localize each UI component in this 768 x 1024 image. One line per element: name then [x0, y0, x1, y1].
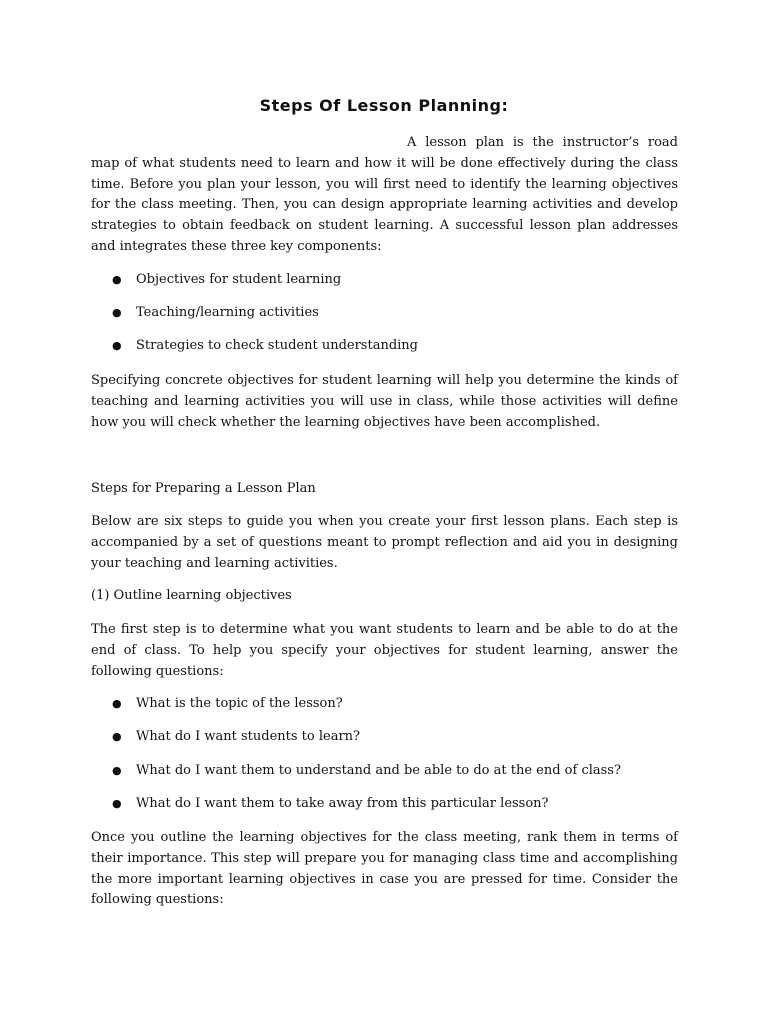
- bullet-icon: ●: [112, 797, 122, 810]
- specifying-paragraph: Specifying concrete objectives for student learning will help you determine the kinds of teaching and learning activities you will use in class, while those activities will define how you will check whether the learning objectives have been accomplished.: [91, 373, 678, 430]
- list-item-text: Teaching/learning activities: [136, 305, 319, 320]
- first-step-paragraph: The first step is to determine what you want students to learn and be able to do at the end of class. To help you specify your objectives for student learning, answer the following questions:: [91, 622, 678, 679]
- bullet-icon: ●: [112, 339, 122, 352]
- list-item-text: What is the topic of the lesson?: [136, 696, 343, 711]
- once-paragraph: Once you outline the learning objectives for the class meeting, rank them in terms of their importance. This step will prepare you for managing class time and accomplishing the more important learning objectives in case you are pressed for time. Consider the following questions:: [91, 830, 678, 908]
- bullet-icon: ●: [112, 273, 122, 286]
- bullet-icon: ●: [112, 764, 122, 777]
- list-item: [112, 337, 418, 355]
- list-item: [112, 271, 341, 289]
- list-item: [112, 304, 319, 322]
- bullet-icon: ●: [112, 730, 122, 743]
- step-heading: (1) Outline learning objectives: [91, 588, 292, 603]
- below-paragraph: Below are six steps to guide you when you create your first lesson plans. Each step is accompanied by a set of questions meant to prompt reflection and aid you in designing your teaching and learning activities.: [91, 514, 678, 571]
- list-item-text: Objectives for student learning: [136, 272, 342, 287]
- list-item: [112, 728, 360, 746]
- page-title: Steps Of Lesson Planning:: [259, 96, 509, 115]
- list-item: [112, 695, 343, 713]
- list-item-text: What do I want students to learn?: [136, 729, 361, 744]
- list-item-text: Strategies to check student understanding: [136, 338, 418, 353]
- list-item-text: What do I want them to understand and be able to do at the end of class?: [136, 763, 621, 778]
- bullet-icon: ●: [112, 306, 122, 319]
- section-heading: Steps for Preparing a Lesson Plan: [91, 481, 316, 496]
- list-item: [112, 762, 621, 780]
- list-item-text: What do I want them to take away from this particular lesson?: [136, 796, 549, 811]
- bullet-icon: ●: [112, 697, 122, 710]
- list-item: [112, 795, 549, 813]
- intro-paragraph: A lesson plan is the instructor’s road map of what students need to learn and how it will be done effectively during the class time. Before you plan your lesson, you will first need to identify the learning objectives for the class meeting. Then, you can design appropriate learning activities and develop strategies to obtain feedback on student learning. A successful lesson plan addresses and integrates these three key components:: [91, 135, 678, 254]
